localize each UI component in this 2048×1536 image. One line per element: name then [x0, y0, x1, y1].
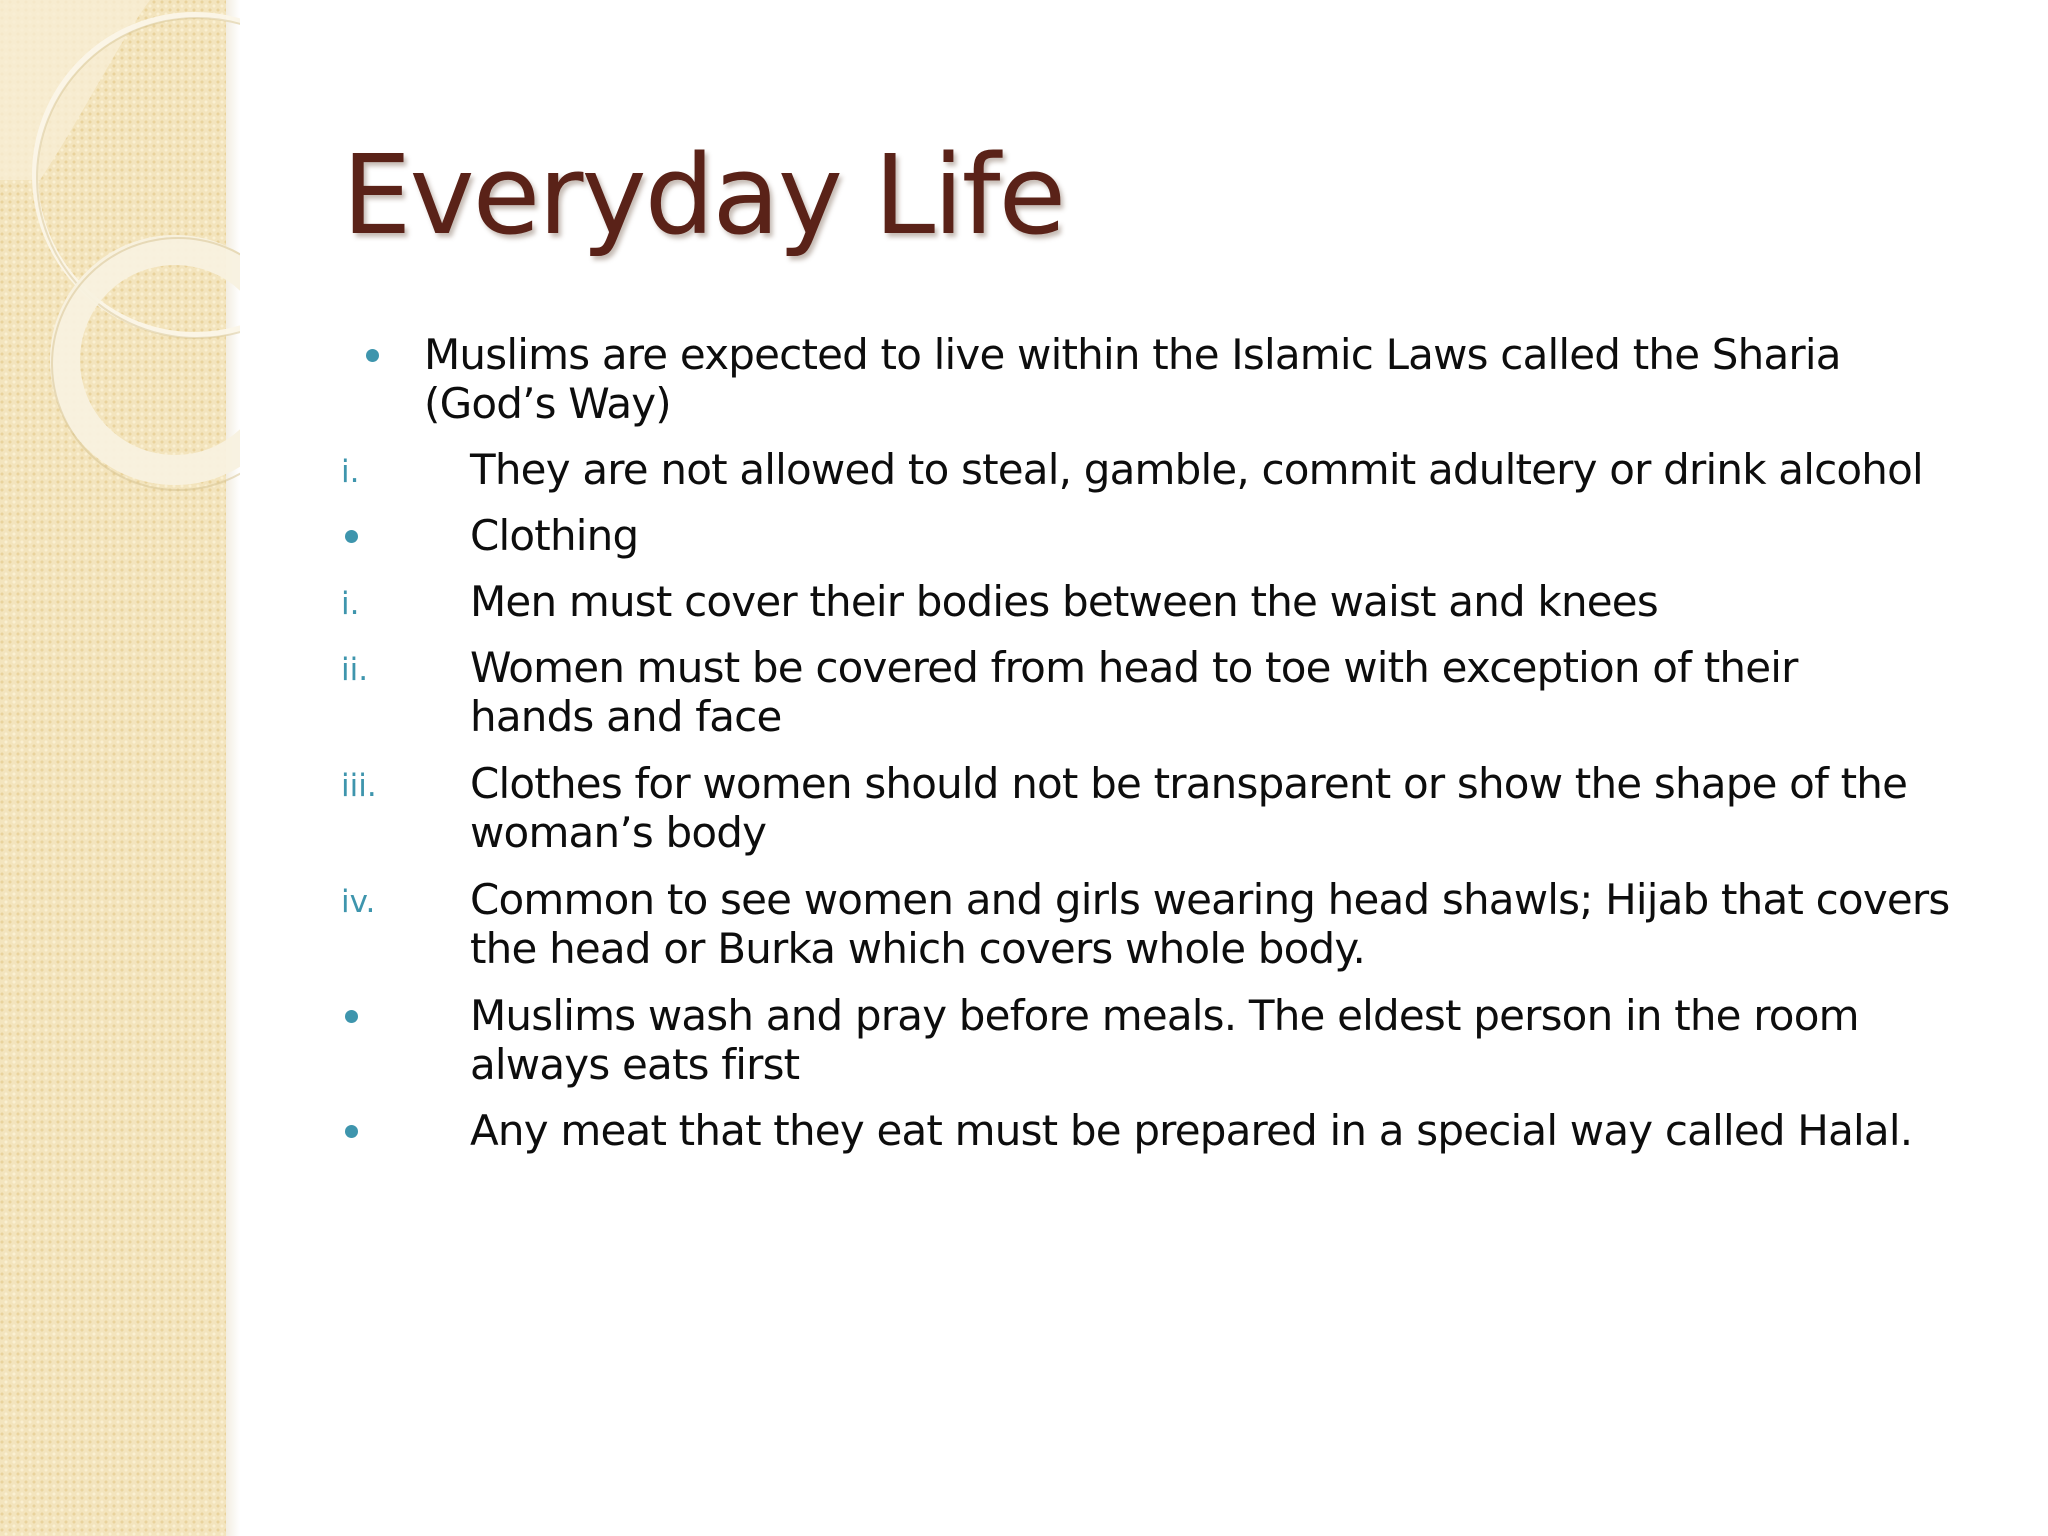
bullet-dot-icon: [345, 1125, 358, 1138]
list-item-numeral: iv.: [341, 884, 376, 920]
bullet-dot-icon: [366, 349, 379, 362]
list-item-text: They are not allowed to steal, gamble, commit adultery or drink alcohol: [470, 445, 1923, 494]
list-item-text: Muslims are expected to live within the Islamic Laws called the Sharia (God’s Way): [424, 330, 1841, 428]
list-item-text: Any meat that they eat must be prepared in a special way called Halal.: [470, 1106, 1913, 1155]
list-item-text: Clothes for women should not be transparent or show the shape of the woman’s body: [470, 759, 1908, 857]
bullet-dot-icon: [345, 1010, 358, 1023]
list-item-numeral: ii.: [341, 652, 369, 688]
list-item-text: Common to see women and girls wearing head shawls; Hijab that covers the head or Burka which covers whole body.: [470, 875, 1950, 973]
list-item-numeral: iii.: [341, 768, 377, 804]
list-item-text: Women must be covered from head to toe with exception of their hands and face: [470, 643, 1798, 741]
list-item-text: Clothing: [470, 511, 639, 560]
bullet-dot-icon: [345, 530, 358, 543]
slide-title: Everyday Life: [342, 131, 1065, 259]
list-item-text: Men must cover their bodies between the waist and knees: [470, 577, 1658, 626]
list-item-text: Muslims wash and pray before meals. The eldest person in the room always eats first: [470, 991, 1859, 1089]
list-item-numeral: i.: [341, 586, 360, 622]
list-item-numeral: i.: [341, 454, 360, 490]
